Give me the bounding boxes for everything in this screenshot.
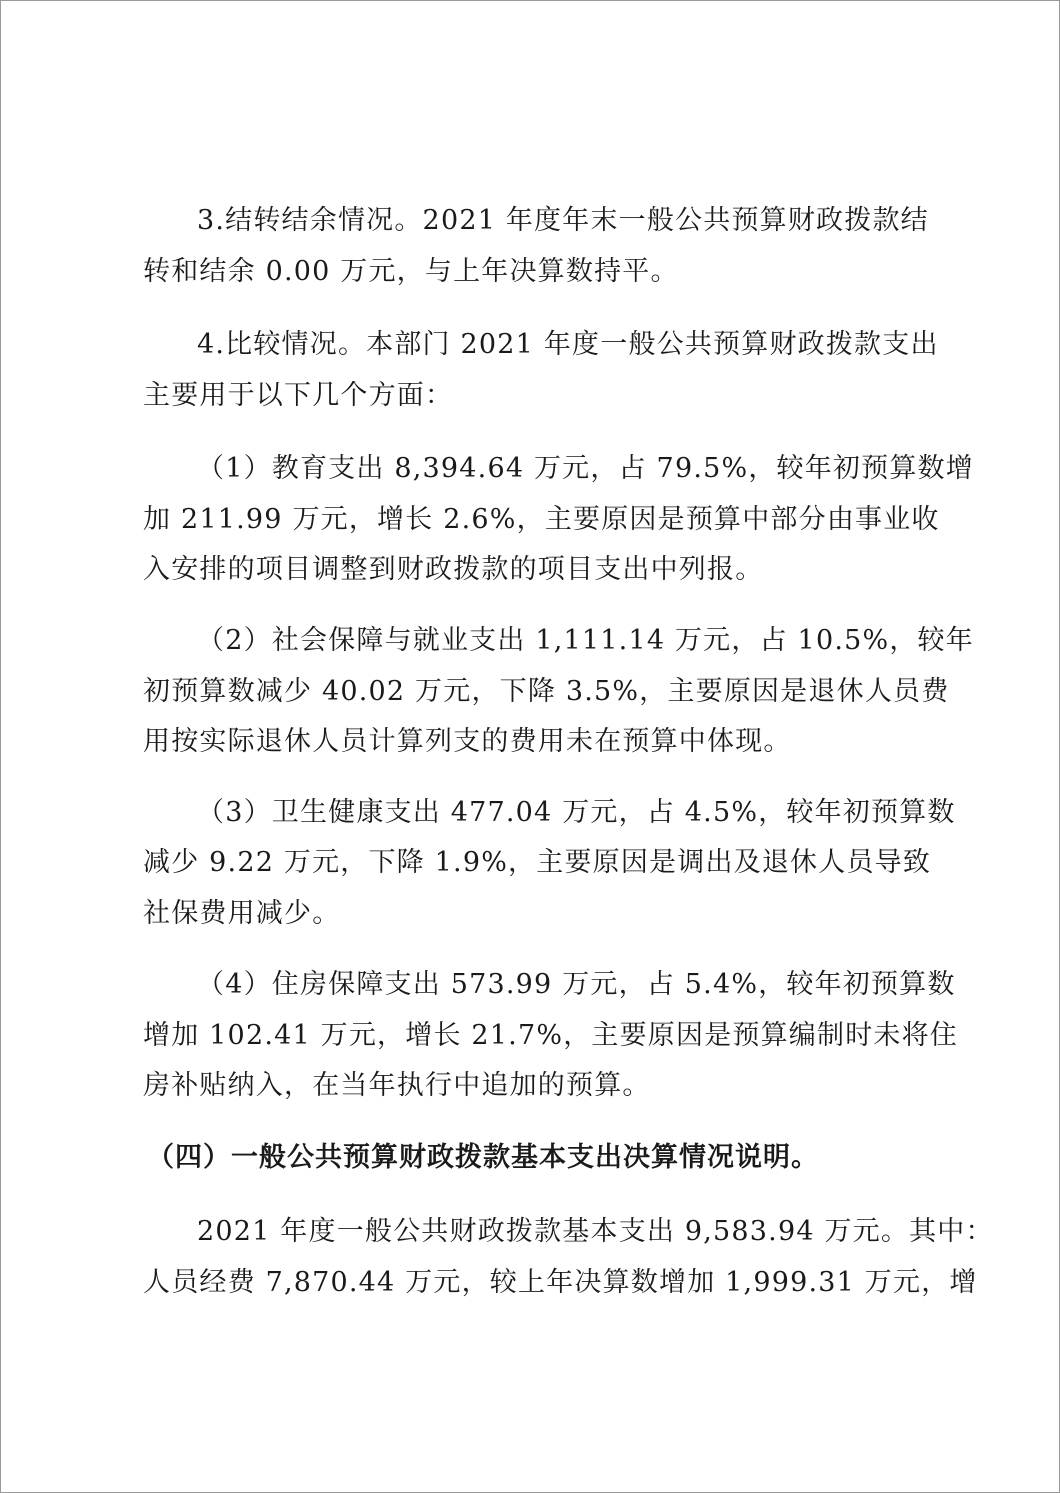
paragraph-6-line-3: 房补贴纳入，在当年执行中追加的预算。 [143,1070,651,1101]
paragraph-8-line-2: 人员经费 7,870.44 万元，较上年决算数增加 1,999.31 万元，增 [143,1267,978,1298]
section-heading: （四）一般公共预算财政拨款基本支出决算情况说明。 [147,1142,819,1173]
paragraph-2-line-2: 主要用于以下几个方面： [143,380,454,411]
paragraph-3-line-1: （1）教育支出 8,394.64 万元，占 79.5%，较年初预算数增 [197,453,974,484]
paragraph-5-line-1: （3）卫生健康支出 477.04 万元，占 4.5%，较年初预算数 [197,797,956,828]
paragraph-1-line-1: 3.结转结余情况。2021 年度年末一般公共预算财政拨款结 [197,205,929,236]
paragraph-8-line-1: 2021 年度一般公共财政拨款基本支出 9,583.94 万元。其中： [197,1216,994,1247]
paragraph-3-line-3: 入安排的项目调整到财政拨款的项目支出中列报。 [143,554,764,585]
paragraph-3-line-2: 加 211.99 万元，增长 2.6%，主要原因是预算中部分由事业收 [143,504,940,535]
paragraph-4-line-2: 初预算数减少 40.02 万元，下降 3.5%，主要原因是退休人员费 [143,676,950,707]
paragraph-5-line-2: 减少 9.22 万元，下降 1.9%，主要原因是调出及退休人员导致 [143,847,932,878]
paragraph-6-line-1: （4）住房保障支出 573.99 万元，占 5.4%，较年初预算数 [197,969,956,1000]
paragraph-5-line-3: 社保费用减少。 [143,898,341,929]
paragraph-2-line-1: 4.比较情况。本部门 2021 年度一般公共预算财政拨款支出 [197,329,939,360]
paragraph-6-line-2: 增加 102.41 万元，增长 21.7%，主要原因是预算编制时未将住 [143,1020,958,1051]
paragraph-4-line-1: （2）社会保障与就业支出 1,111.14 万元，占 10.5%，较年 [197,625,974,656]
paragraph-1-line-2: 转和结余 0.00 万元，与上年决算数持平。 [143,256,679,287]
paragraph-4-line-3: 用按实际退休人员计算列支的费用未在预算中体现。 [143,726,792,757]
